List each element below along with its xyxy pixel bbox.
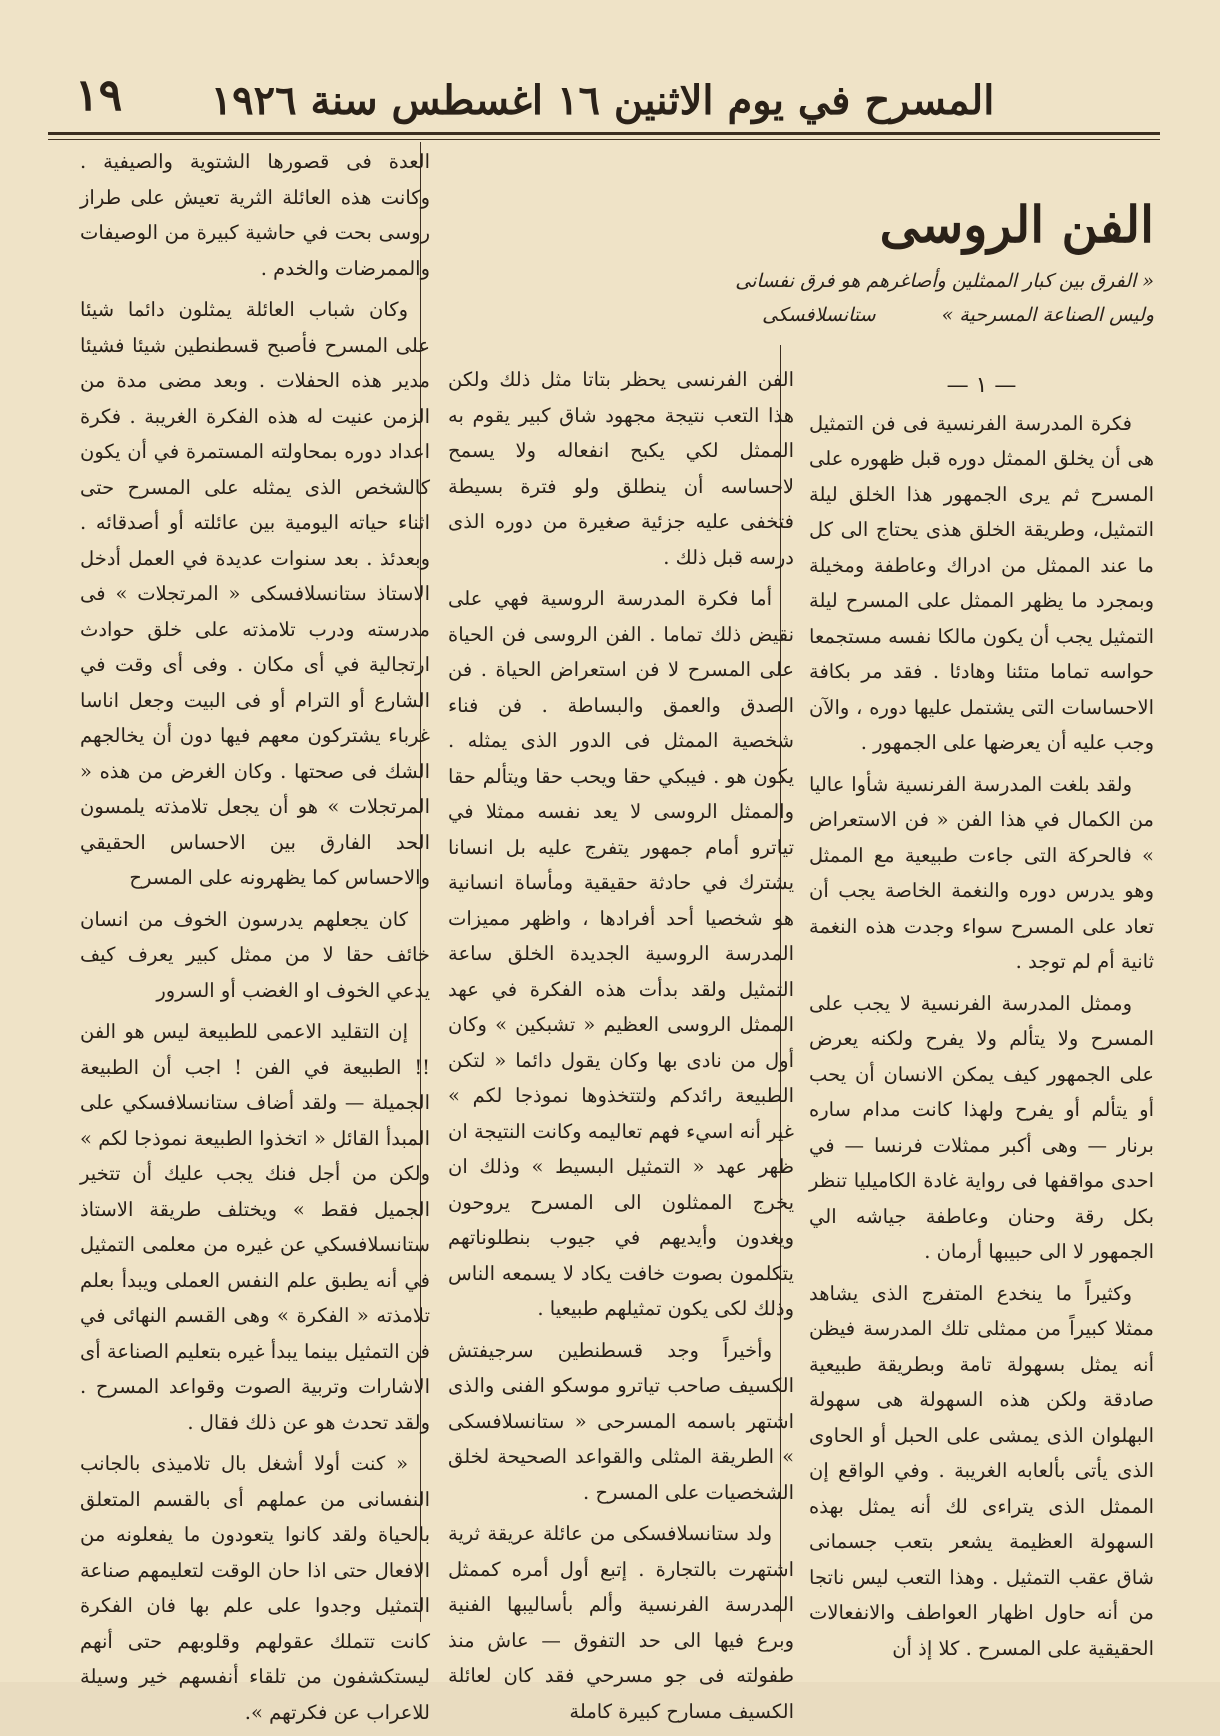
page-number: ١٩ xyxy=(75,70,123,121)
paragraph: العدة فى قصورها الشتوية والصيفية . وكانت هذه العائلة الثرية تعيش على طراز روسى بحت في حاشية كبيرة من الوصيفات والممرضات والخدم . xyxy=(80,150,430,280)
paragraph: فكرة المدرسة الفرنسية فى فن التمثيل هى أن يخلق الممثل دوره قبل ظهوره على المسرح ثم يرى الجمهور هذا الخلق ليلة التمثيل، وطريقة الخلق هذى يحتاج الى كل ما عند الممثل من ادراك وعاطفة ومخيلة وبمجرد ما يظهر الممثل على المسرح ليلة التمثيل يجب أن يكون مالكا نفسه مستجمعا حواسه تماما متئنا وهادئا . فقد مر بكافة الاحساسات التى يشتمل عليها دوره ، والآن وجب عليه أن يعرضها على الجمهور . xyxy=(809,411,1154,754)
section-number: — ١ — xyxy=(946,373,1017,398)
paragraph: وكان شباب العائلة يمثلون دائما شيئا على المسرح فأصبح قسطنطين شيئا فشيئا مدير هذه الحفلات . وبعد مضى مدة من الزمن عنيت له هذه الفكرة الغريبة . فكرة اعداد دوره بمحاولته المستمرة في أن يكون كالشخص الذى يمثله على المسرح حتى اثناء حياته اليومية بين عائلته أو أصدقائه . وبعدئذ . بعد سنوات عديدة في العمل أدخل الاستاذ ستانسلافسكى « المرتجلات » فى مدرسته ودرب تلامذته على خلق حوادث ارتجالية في أى مكان . وفى أى وقت في الشارع أو الترام أو فى البيت وجعل اناسا غرباء يشتركون معهم فيها دون أن يخالجهم الشك فى صحتها . وكان الغرض من هذه « المرتجلات » هو أن يجعل تلامذته يلمسون الحد الفارق بين الاحساس الحقيقي والاحساس كما يظهرونه على المسرح xyxy=(80,298,430,889)
header-title: المسرح في يوم الاثنين ١٦ اغسطس سنة ١٩٢٦ xyxy=(210,76,995,124)
paragraph: ولقد بلغت المدرسة الفرنسية شأوا عاليا من الكمال في هذا الفن « فن الاستعراض » فالحركة التى جاءت طبيعية مع الممثل وهو يدرس دوره والنغمة الخاصة يجب أن تعاد على المسرح سواء وجدت هذه النغمة ثانية أم لم توجد . xyxy=(809,772,1154,973)
paragraph: ولد ستانسلافسكى من عائلة عريقة ثرية اشتهرت بالتجارة . إتبع أول أمره كممثل المدرسة الفرنسية وألم بأساليبها الفنية وبرع فيها الى حد التفوق — عاش منذ طفولته فى جو مسرحي فقد كان لعائلة الكسيف مسارح كبيرة كاملة xyxy=(448,1522,794,1723)
article-header xyxy=(454,195,1154,332)
paragraph: إن التقليد الاعمى للطبيعة ليس هو الفن !! الطبيعة في الفن ! اجب أن الطبيعة الجميلة — ولقد أضاف ستانسلافسكي على المبدأ القائل « اتخذوا الطبيعة نموذجا لكم » ولكن من أجل فنك يجب عليك أن تتخير الجميل فقط » ويختلف طريقة الاستاذ ستانسلافسكي عن غيره من معلمى التمثيل في أنه يطبق علم النفس العملى ويبدأ بعلم تلامذته « الفكرة » وهى القسم النهائى في فن التمثيل بينما يبدأ غيره بتعليم الصناعة أى الاشارات وتربية الصوت وقواعد المسرح . ولقد تحدث هو عن ذلك فقال . xyxy=(80,1020,430,1434)
paragraph: الفن الفرنسى يحظر بتاتا مثل ذلك ولكن هذا التعب نتيجة مجهود شاق كبير يقوم به الممثل لكي يكبح انفعاله ولا يسمح لاحساسه أن ينطلق ولو فترة بسيطة فتخفى عليه جزئية صغيرة من دوره الذى درسه قبل ذلك . xyxy=(448,368,794,569)
article-subtitle-line-2-text: وليس الصناعة المسرحية » xyxy=(941,304,1154,326)
page-header xyxy=(55,70,1150,130)
article-subtitle-line-1: « الفرق بين كبار الممثلين وأصاغرهم هو فرق نفسانى xyxy=(735,270,1154,292)
article-author: ستانسلافسكى xyxy=(762,304,876,326)
paragraph: أما فكرة المدرسة الروسية فهي على نقيض ذلك تماما . الفن الروسى فن الحياة على المسرح لا فن استعراض الحياة . فن الصدق والعمق والبساطة . فن فناء شخصية الممثل فى الدور الذى يمثله . يكون هو . فيبكي حقا ويحب حقا ويتألم حقا والممثل الروسى لا يعد نفسه ممثلا في تياترو أمام جمهور يتفرج عليه بل انسانا يشترك في حادثة حقيقية ومأساة انسانية هو شخصيا أحد أفرادها ، واظهر مميزات المدرسة الروسية الجديدة الخلق ساعة التمثيل ولقد بدأت هذه الفكرة في عهد الممثل الروسى العظيم « تشبكين » وكان أول من نادى بها وكان يقول دائما « لتكن الطبيعة رائدكم ولتتخذوها نموذجا لكم » غير أنه اسيء فهم تعاليمه وكانت النتيجة ان ظهر عهد « التمثيل البسيط » وذلك ان يخرج الممثلون الى المسرح يروحون ويغدون وأيديهم في جيوب بنطلوناتهم يتكلمون بصوت خافت يكاد لا يسمعه الناس وذلك لكى يكون تمثيلهم طبيعيا . xyxy=(448,587,794,1320)
paragraph: « كنت أولا أشغل بال تلاميذى بالجانب النفسانى من عملهم أى بالقسم المتعلق بالحياة ولقد كانوا يتعودون ما يفعلونه من الافعال حتى اذا حان الوقت لتعليمهم صناعة التمثيل وجدوا على علم بها فان الفكرة كانت تتملك عقولهم وقلوبهم حتى أنهم ليستكشفون من تلقاء أنفسهم خير وسيلة للاعراب عن فكرتهم ». xyxy=(80,1452,430,1724)
article-subtitle-line-2 xyxy=(454,298,1154,332)
column-right xyxy=(809,368,1154,1672)
column-middle xyxy=(448,362,794,1735)
paragraph: كان يجعلهم يدرسون الخوف من انسان خائف حقا لا من ممثل كبير يعرف كيف يدعي الخوف او الغضب أو السرور xyxy=(80,907,430,1002)
header-rule-thin xyxy=(48,139,1160,140)
column-left xyxy=(80,144,430,1736)
header-rule xyxy=(48,132,1160,135)
paragraph: وأخيراً وجد قسطنطين سرجيفتش الكسيف صاحب تياترو موسكو الفنى والذى اشتهر باسمه المسرحى « ستانسلافسكى » الطريقة المثلى والقواعد الصحيحة لخلق الشخصيات على المسرح . xyxy=(448,1338,794,1504)
article-title: الفن الروسى xyxy=(879,195,1154,254)
paragraph: وممثل المدرسة الفرنسية لا يجب على المسرح ولا يتألم ولا يفرح ولكنه يعرض على الجمهور كيف يمكن الانسان أن يحب أو يتألم أو يفرح ولهذا كانت مدام ساره برنار — وهى أكبر ممثلات فرنسا — في احدى مواقفها فى رواية غادة الكاميليا تنظر بكل رقة وحنان وعاطفة جياشه الي الجمهور لا الى حبيبها أرمان . xyxy=(809,991,1154,1263)
paragraph: وكثيراً ما ينخدع المتفرج الذى يشاهد ممثلا كبيراً من ممثلى تلك المدرسة فيظن أنه يمثل بسهولة تامة وبطريقة طبيعية صادقة ولكن هذه السهولة هى سهولة البهلوان الذى يمشى على الحبل أو الحاوى الذى يأتى بألعابه الغريبة . وفي الواقع إن الممثل الذى يتراءى لك أنه يمثل بهذه السهولة العظيمة يشعر بتعب جسمانى شاق عقب التمثيل . وهذا التعب ليس ناتجا من أنه حاول اظهار العواطف والانفعالات الحقيقية على المسرح . كلا إذ أن xyxy=(809,1281,1154,1660)
